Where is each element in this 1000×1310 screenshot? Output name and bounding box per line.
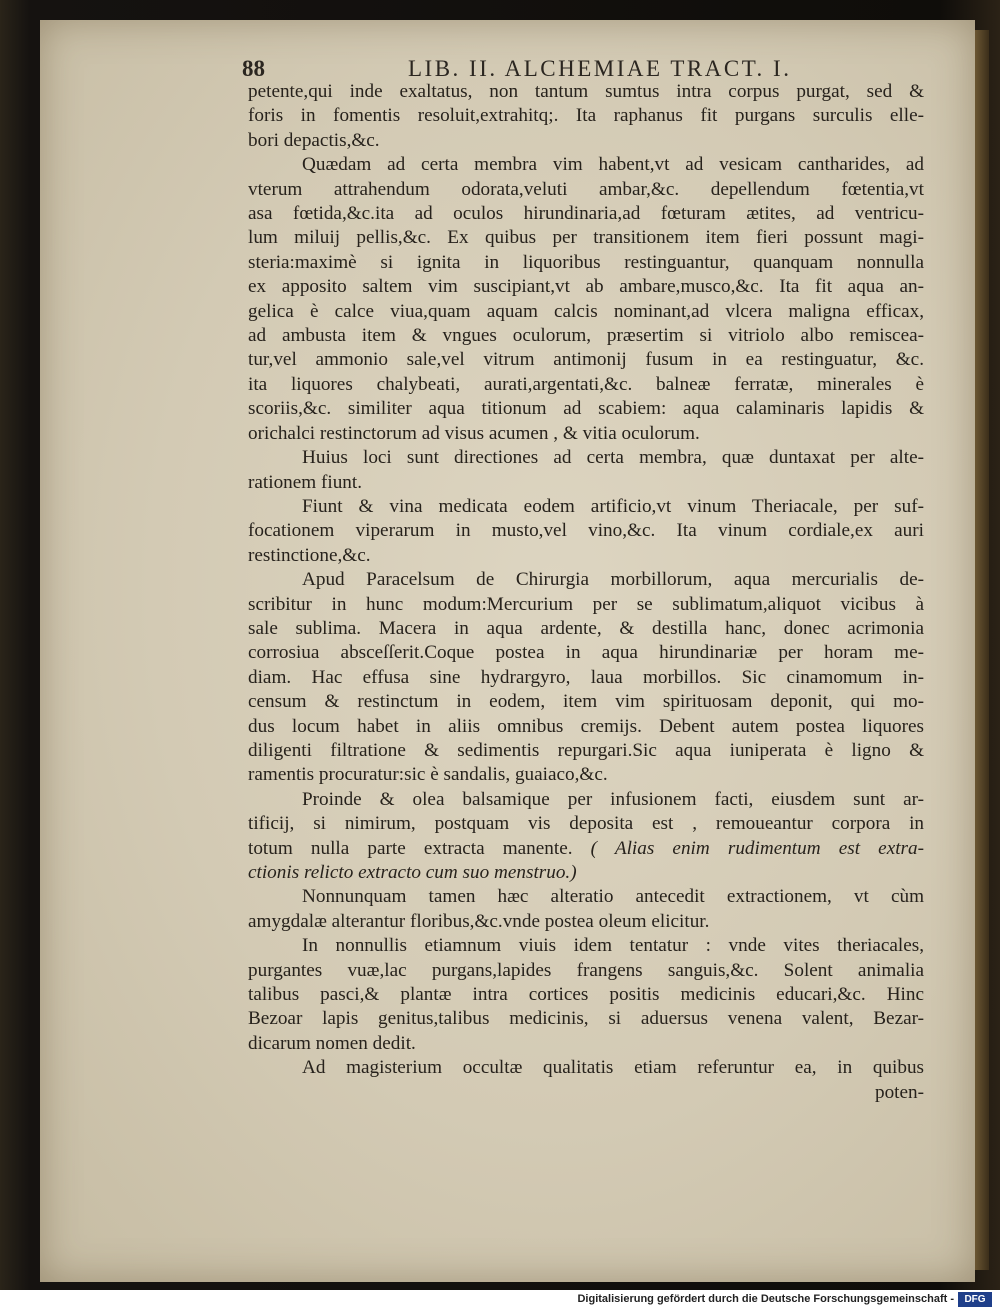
text-line: talibus pasci,& plantæ intra cortices positis medicinis educari,&c. Hinc (248, 984, 924, 1006)
text-line: Nonnunquam tamen hæc alteratio antecedit extractionem, vt cùm (302, 886, 924, 908)
text-line: steria:maximè si ignita in liquoribus restinguantur, quanquam nonnulla (248, 251, 924, 273)
text-line: Quædam ad certa membra vim habent,vt ad vesicam cantharides, ad (302, 154, 924, 176)
text-line: ita liquores chalybeati, aurati,argentati,&c. balneæ ferratæ, minerales è (248, 373, 924, 395)
text-line: petente,qui inde exaltatus, non tantum sumtus intra corpus purgat, sed & (248, 81, 924, 102)
italic-note: ( Alias enim rudimentum est extra- (590, 837, 924, 859)
text-line: tur,vel ammonio sale,vel vitrum antimonij fusum in ea restinguatur, &c. (248, 349, 924, 371)
text-line: vterum attrahendum odorata,veluti ambar,&c. depellendum fœtentia,vt (248, 178, 924, 200)
text-line: focationem viperarum in musto,vel vino,&c. Ita vinum cordiale,ex auri (248, 520, 924, 542)
text-line: restinctione,&c. (248, 544, 371, 566)
text-line: scoriis,&c. similiter aqua titionum ad scabiem: aqua calaminaris lapidis & (248, 398, 924, 420)
page-number: 88 (242, 56, 265, 81)
text-line: corrosiua absceſſerit.Coque postea in aqua hirundinariæ per horam me- (248, 642, 924, 664)
text-line: rationem fiunt. (248, 471, 363, 493)
footer-credit: Digitalisierung gefördert durch die Deutsche Forschungsgemeinschaft - (577, 1293, 954, 1305)
text-line-roman: totum nulla parte extracta manente. (248, 837, 573, 859)
text-line (248, 837, 924, 861)
text-line: Fiunt & vina medicata eodem artificio,vt vinum Theriacale, per suf- (302, 495, 924, 517)
text-line: Proinde & olea balsamique per infusionem facti, eiusdem sunt ar- (302, 788, 924, 810)
text-line: Apud Paracelsum de Chirurgia morbillorum, aqua mercurialis de- (302, 569, 924, 591)
text-line: Huius loci sunt directiones ad certa membra, quæ duntaxat per alte- (302, 447, 924, 469)
footer-bar (0, 1290, 1000, 1310)
dfg-logo: DFG (958, 1292, 992, 1307)
text-line: scribitur in hunc modum:Mercurium per se sublimatum,aliquot vicibus à (248, 593, 924, 615)
text-line: amygdalæ alterantur floribus,&c.vnde postea oleum elicitur. (248, 910, 710, 932)
catchword: poten- (874, 1081, 924, 1103)
text-line: orichalci restinctorum ad visus acumen , & vitia oculorum. (248, 422, 700, 444)
text-line: ramentis procuratur:sic è sandalis, guaiaco,&c. (248, 764, 608, 786)
text-line: dicarum nomen dedit. (248, 1032, 416, 1054)
text-line: In nonnullis etiamnum viuis idem tentatur : vnde vites theriacales, (302, 935, 924, 957)
text-line: diam. Hac effusa sine hydrargyro, laua morbillos. Sic cinamomum in- (248, 666, 924, 688)
page-edge (975, 30, 989, 1270)
text-line: ex apposito saltem vim suscipiant,vt ab ambare,musco,&c. Ita fit aqua an- (248, 276, 924, 298)
text-line: bori depactis,&c. (248, 129, 380, 151)
text-line: foris in fomentis resoluit,extrahitq;. Ita raphanus fit purgans surculis elle- (248, 105, 924, 127)
text-line: lum miluij pellis,&c. Ex quibus per transitionem item fieri possunt magi- (248, 227, 924, 249)
text-line: ad ambusta item & vngues oculorum, præsertim si vitriolo albo remiscea- (248, 325, 924, 347)
text-line: censum & restinctum in eodem, item vim spirituosam deponit, qui mo- (248, 691, 924, 713)
body-text (248, 80, 924, 1105)
text-line: Ad magisterium occultæ qualitatis etiam referuntur ea, in quibus (302, 1057, 924, 1079)
text-line: sale sublima. Macera in aqua ardente, & destilla hanc, donec acrimonia (248, 617, 924, 639)
italic-note-line: ctionis relicto extracto cum suo menstruo.) (248, 862, 577, 883)
text-line: diligenti filtratione & sedimentis repurgari.Sic aqua iuniperata è ligno & (248, 739, 924, 761)
text-line: asa fœtida,&c.ita ad oculos hirundinaria,ad fœturam ætites, ad ventricu- (248, 203, 924, 225)
text-line: dus locum habet in aliis omnibus cremijs. Debent autem postea liquores (248, 715, 924, 737)
running-title: LIB. II. ALCHEMIAE TRACT. I. (408, 56, 792, 81)
text-line: purgantes vuæ,lac purgans,lapides frangens sanguis,&c. Solent animalia (248, 959, 924, 981)
text-line: Bezoar lapis genitus,talibus medicinis, si aduersus venena valent, Bezar- (248, 1008, 924, 1030)
text-line: tificij, si nimirum, postquam vis deposita est , remoueantur corpora in (248, 813, 924, 835)
text-line: gelica è calce viua,quam aquam calcis nominant,ad vlcera maligna efficax, (248, 300, 924, 322)
